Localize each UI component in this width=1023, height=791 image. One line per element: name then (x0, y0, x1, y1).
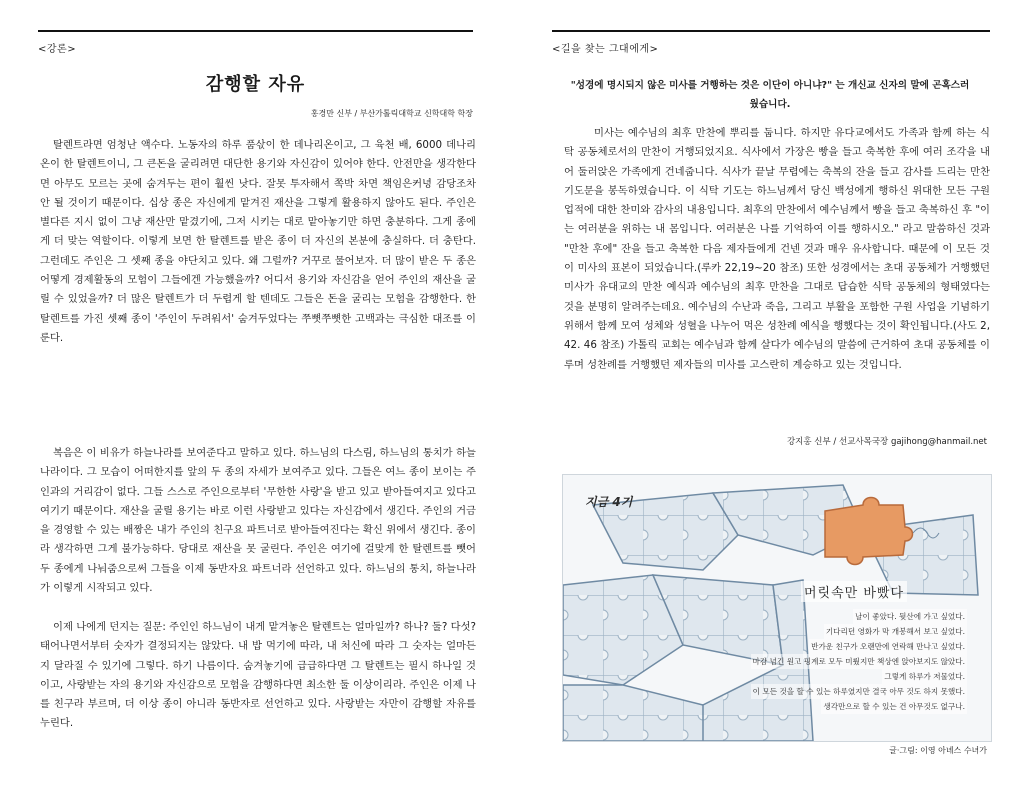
poster-line: 기다리던 영화가 막 개봉해서 보고 싶었다. (824, 624, 967, 639)
poster-line: 그렇게 하루가 저물었다. (882, 669, 967, 684)
poster-line: 이 모든 것을 할 수 있는 하루였지만 결국 아무 것도 하지 못했다. (751, 684, 967, 699)
poster-line: 생각만으로 할 수 있는 건 아무것도 없구나. (821, 699, 967, 714)
poster-line: 날이 좋았다. 뒷산에 가고 싶었다. (853, 609, 967, 624)
page-title: 감행할 자유 (205, 74, 306, 95)
poster-line: 반가운 친구가 오랜만에 연락해 만나고 싶었다. (809, 639, 967, 654)
poster-text (751, 609, 967, 714)
answer-paragraph: 미사는 예수님의 최후 만찬에 뿌리를 둡니다. 하지만 유다교에서도 가족과 함께 하는 식탁 공동체로서의 만찬이 거행되었지요. 식사에서 가장은 빵을 들고 축복한 후에 여러 조각을 내어 둘러앉은 가족에게 건네줍니다. 식사가 끝날 무렵에는 축복의 잔을 들고 감사를 드리는 만찬 기도문을 봉독하였습니다. 이 식탁 기도는 하느님께서 당신 백성에게 행하신 위대한 모든 구원 업적에 대한 찬미와 감사의 내용입니다. 최후의 만찬에서 예수님께서 빵을 들고 축복하신 후 "이는 여러분을 위하는 내 몸입니다. 여러분은 나를 기억하여 이를 행하시오." 라고 말씀하신 것과 "만찬 후에" 잔을 들고 축복한 다음 제자들에게 건넨 것과 매우 유사합니다. 때문에 이 모든 것이 미사의 표본이 되었습니다.(루카 22,19~20 참조) 또한 성경에서는 초대 공동체가 거행했던 미사가 유대교의 만찬 예식과 예수님의 최후 만찬을 그대로 답습한 식탁 공동체의 형태였다는 것을 분명히 알려주는데요. 예수님의 수난과 죽음, 그리고 부활을 포함한 구원 사업을 기념하기 위해서 함께 모여 성체와 성혈을 나누어 먹은 성찬례 예식을 행했다는 것이 확인됩니다.(사도 2,42. 46 참조) 가톨릭 교회는 예수님과 함께 살다가 예수님의 말씀에 근거하여 초대 공동체를 이루며 성찬례를 거행했던 제자들의 미사를 고스란히 계승하고 있는 것입니다. (564, 127, 990, 371)
paragraph-2: 복음은 이 비유가 하늘나라를 보여준다고 말하고 있다. 하느님의 다스림, 하느님의 통치가 하늘나라이다. 그 모습이 어떠한지를 앞의 두 종의 자세가 보여주고 있다. 그들은 여느 종이 보이는 주인과의 거리감이 없다. 그들 스스로 주인으로부터 '무한한 사랑'을 받고 있고 받아들여지고 있다고 여기기 때문이다. 재산을 굴릴 용기는 바로 이런 사랑받고 있다는 자신감에서 생긴다. 주인의 거금을 경영할 수 있는 배짱은 내가 주인의 친구요 파트너로 받아들여진다는 확신 위에서 생긴다. 종이라 생각하면 그게 불가능하다. 당대로 재산을 못 굴린다. 주인은 여기에 걸맞게 한 탈렌트를 뺏어 두 종에게 나눠줌으로써 그들을 이제 동반자요 파트너라 선언하고 있다. 하느님의 통치, 하늘나라가 이렇게 시작되고 있다. (40, 447, 476, 595)
paragraph-3: 이제 나에게 던지는 질문: 주인인 하느님이 내게 맡겨놓은 탈렌트는 얼마일까? 하나? 둘? 다섯? 태어나면서부터 숫자가 결정되지는 않았다. 내 밥 먹기에 따라, 내 처신에 따라 그 숫자는 얼마든지 달라질 수 있기에 그렇다. 하기 나름이다. 숨겨놓기에 급급하다면 그 탈렌트는 필시 하나일 것이고, 사랑받는 자의 용기와 자신감으로 모험을 감행하다면 최소한 둘 이상이리라. 주인은 이제 나를 친구라 부르며, 더 이상 종이 아니라 동반자로 선언하고 있다. 사랑받는 자만이 감행할 자유를 누린다. (40, 621, 476, 730)
byline: 홍경만 신부 / 부산가톨릭대학교 신학대학 학장 (310, 109, 473, 118)
right-page (512, 0, 1023, 791)
poster-title: 머릿속만 바빴다 (801, 581, 907, 602)
question-quote: "성경에 명시되지 않은 미사를 거행하는 것은 이단이 아니냐?" 는 개신교 신자의 말에 곤혹스러웠습니다. (570, 80, 970, 110)
puzzle-poster (562, 474, 992, 742)
left-page (0, 0, 511, 791)
paragraph-1: 탈렌트라면 엄청난 액수다. 노동자의 하루 품삯이 한 데나리온이고, 그 육천 배, 6000 데나리온이 한 탈렌트이니, 그 큰돈을 굴리려면 대단한 용기와 자신감이 있어야 한다. 안전만을 생각한다면 아무도 모르는 곳에 숨겨두는 편이 훨씬 낫다. 잘못 투자해서 쪽박 차면 책임은커녕 감당조차 안 될 것이기 때문이다. 십상 종은 자신에게 맡겨진 재산을 그렇게 활용하지 않아도 된다. 주인은 별다른 지시 없이 그냥 재산만 맡겼기에, 그저 시키는 대로 맡아놓기만 하면 충분하다. 그게 종에게 더 맞는 역할이다. 이렇게 보면 한 탈렌트를 받은 종이 더 자신의 본분에 충실하다. 더 충탄다. 그런데도 주인은 그 셋째 종을 야단치고 있다. 왜 그럴까? 거꾸로 물어보자. 더 많이 받은 두 종은 어떻게 경제활동의 모험이 그들에겐 가능했을까? 어디서 용기와 자신감을 얻어 주인의 재산을 굴릴 수 있었을까? 더 많은 탈렌트가 더 두렵게 할 텐데도 그들은 돈을 굴리는 모험을 감행한다. 한 탈렌트를 가진 셋째 종이 '주인이 두려워서' 숨겨두었다는 쭈뼛쭈뼛한 고백과는 극심한 대조를 이룬다. (40, 139, 476, 344)
poster-line: 마감 넘긴 원고 핑계로 모두 미뤘지만 책상엔 앉아보지도 않았다. (751, 654, 967, 669)
section-tag: <길을 찾는 그대에게> (552, 44, 659, 55)
poster-label: 지금 4기 (585, 495, 633, 509)
poster-caption: 글·그림: 이영 아녜스 수녀가 (889, 746, 987, 755)
section-tag: <강론> (38, 44, 77, 55)
top-rule (38, 30, 473, 32)
author-line: 강지홍 신부 / 선교사목국장 gajihong@hanmail.net (786, 437, 987, 447)
top-rule (552, 30, 990, 32)
